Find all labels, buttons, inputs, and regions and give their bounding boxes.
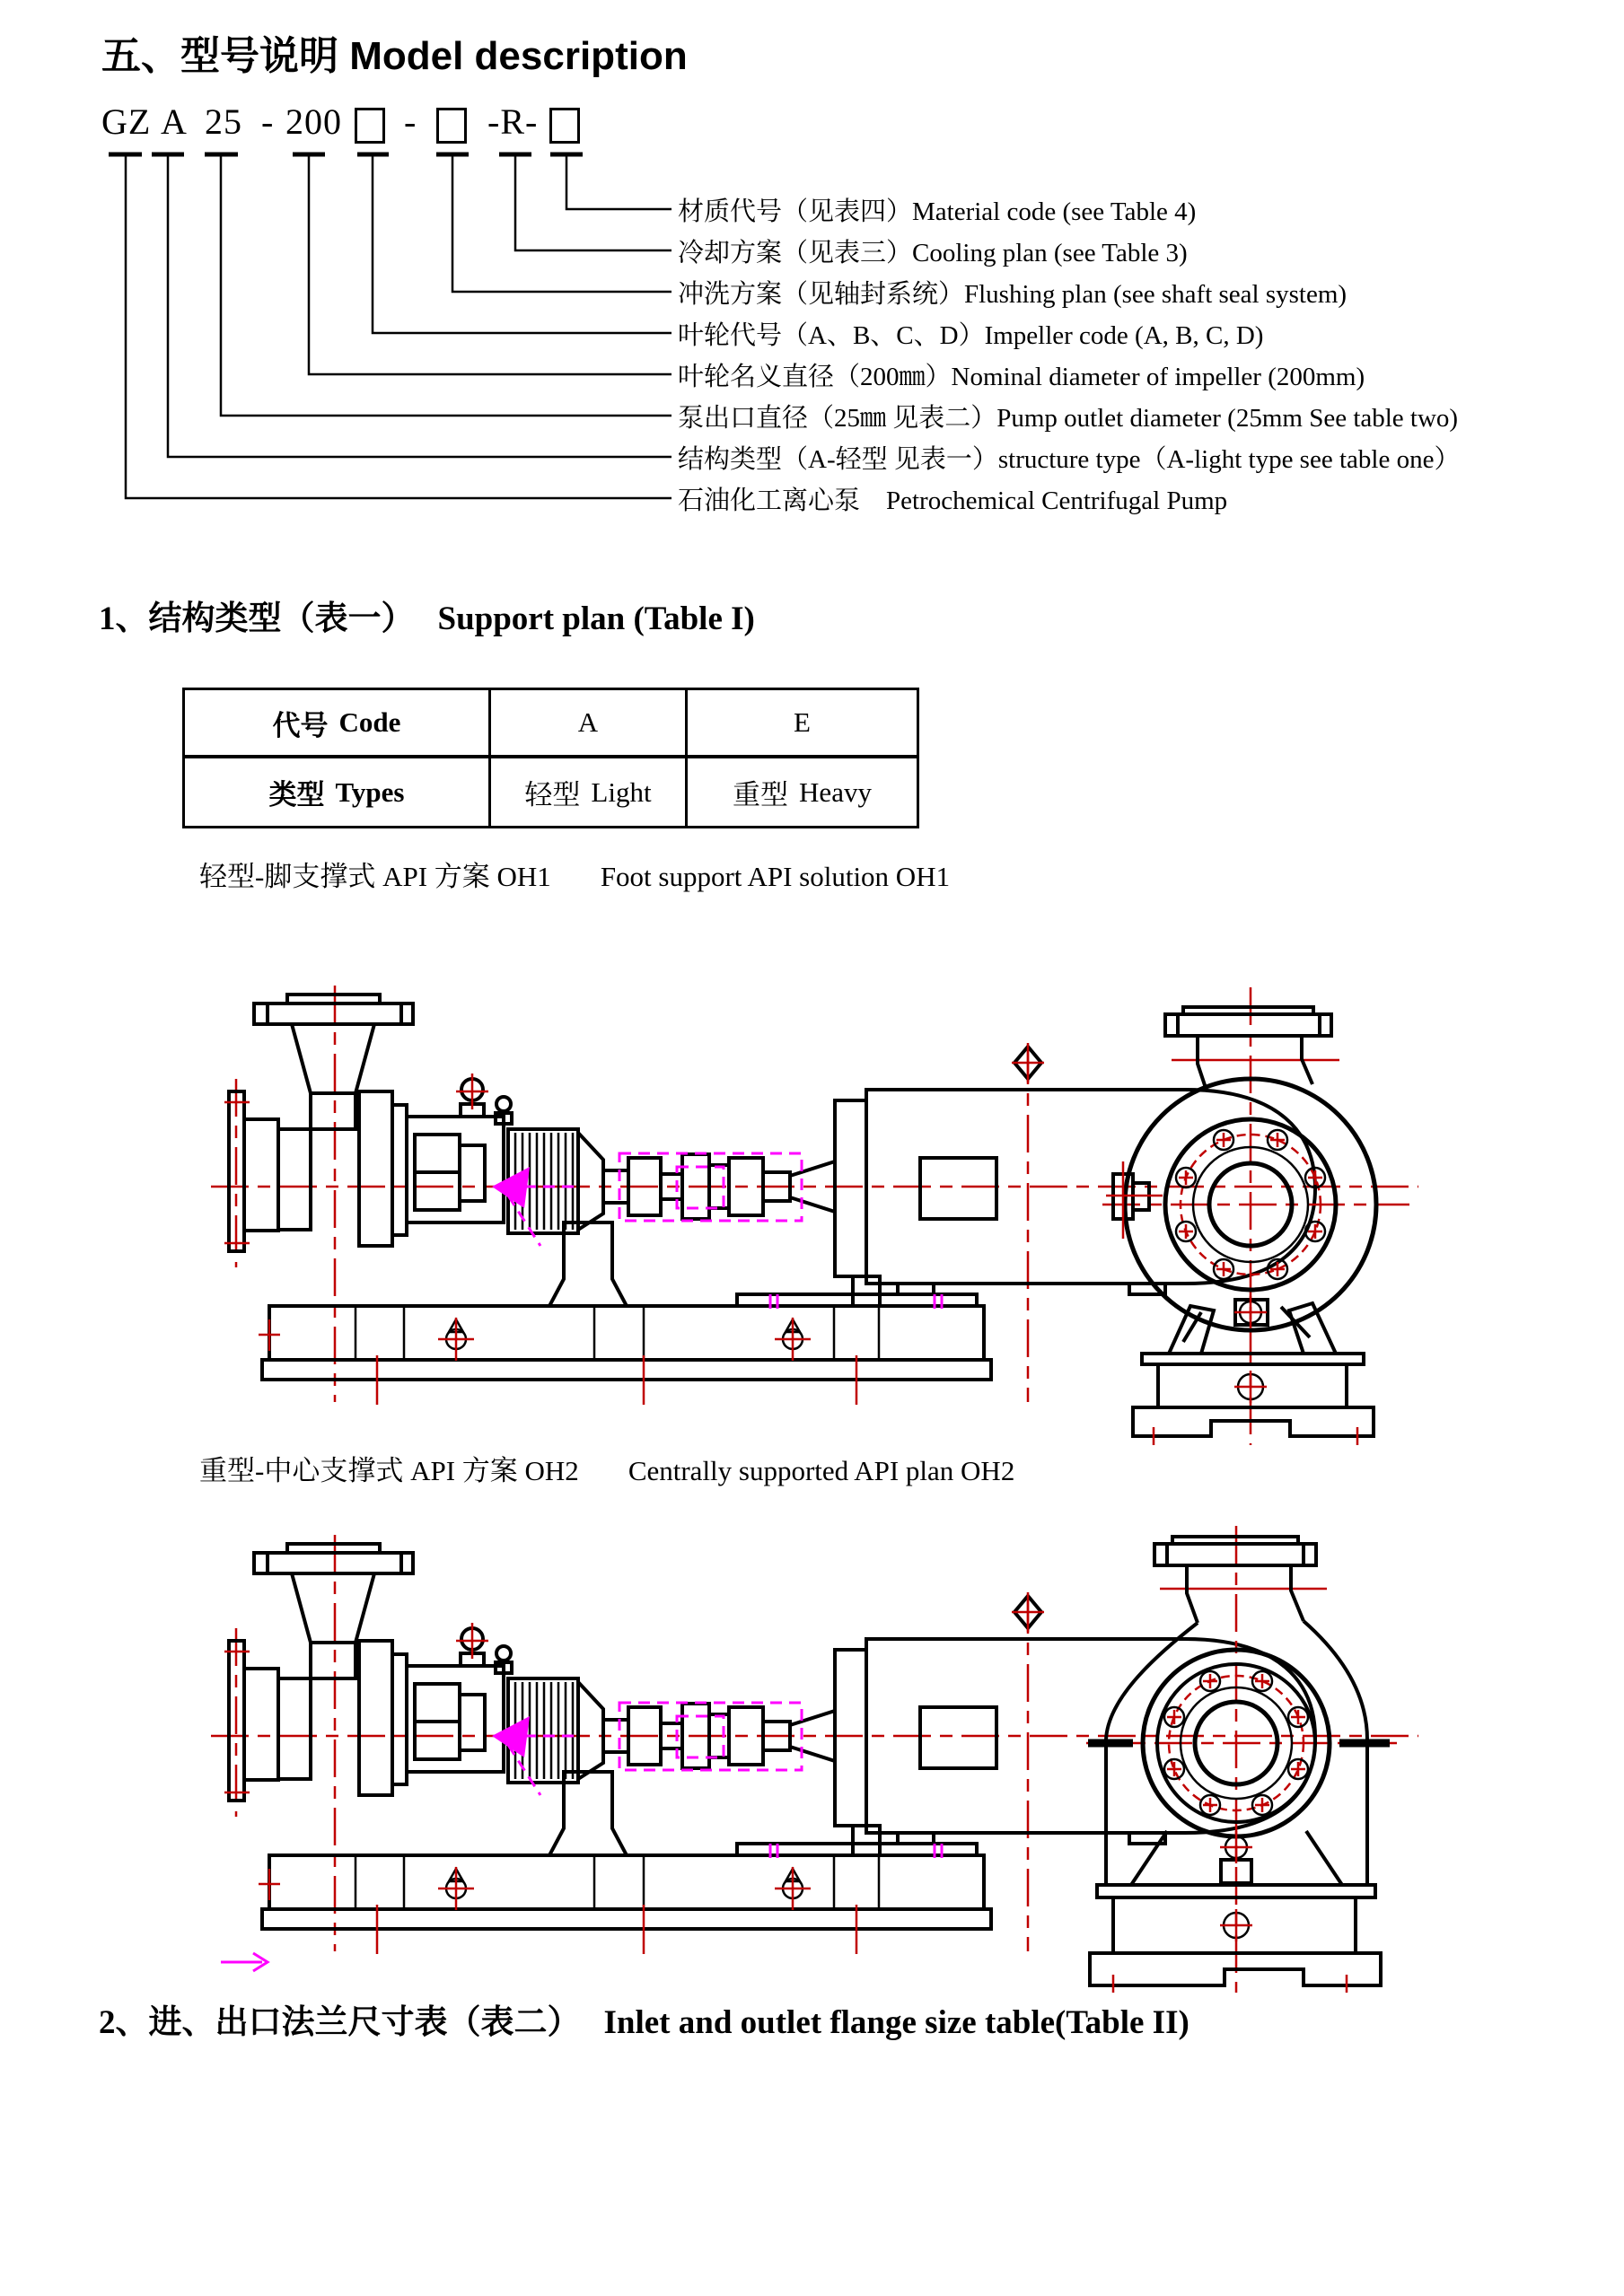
support-plan-table	[182, 688, 919, 828]
oh1-front-view	[1102, 987, 1409, 1445]
section2-title-en: Inlet and outlet flange size table(Table II)	[603, 2004, 1189, 2041]
red-markers	[224, 1043, 1044, 1405]
oh1-caption-en: Foot support API solution OH1	[600, 861, 951, 892]
code-support: A	[161, 101, 188, 142]
section2-heading	[99, 1994, 1189, 2043]
code-impeller: 200	[285, 101, 342, 142]
oh1-caption-zh: 轻型-脚支撑式 API 方案 OH1	[199, 861, 551, 892]
flow-arrow	[221, 1953, 268, 1971]
table-cell-code-a: A	[488, 690, 685, 755]
section2-title-zh: 进、出口法兰尺寸表（表二）	[148, 2003, 581, 2040]
code-label-flushing: 冲洗方案（见轴封系统）Flushing plan (see shaft seal system)	[678, 280, 1347, 309]
page-title: 五、型号说明 Model description	[101, 34, 688, 78]
code-ring: -R-	[487, 101, 539, 142]
code-sep1: -	[261, 101, 275, 142]
section1-title-en: Support plan (Table I)	[437, 600, 755, 637]
code-label-impeller-code: 叶轮代号（A、B、C、D）Impeller code (A, B, C, D)	[678, 321, 1264, 350]
code-leader-paths	[126, 156, 672, 498]
oh2-drawing	[0, 1508, 1624, 1993]
code-label-material: 材质代号（见表四）Material code (see Table 4)	[678, 197, 1197, 226]
oh2-caption-zh: 重型-中心支撑式 API 方案 OH2	[199, 1455, 579, 1486]
code-label-pump-name: 石油化工离心泵 Petrochemical Centrifugal Pump	[678, 486, 1228, 515]
code-label-cooling: 冷却方案（见表三）Cooling plan (see Table 3)	[678, 239, 1188, 267]
table-cell-type-heavy: 重型 Heavy	[685, 755, 917, 826]
oh2-caption	[199, 1448, 1014, 1488]
oh1-drawing	[0, 933, 1624, 1445]
section2-number: 2、	[99, 2004, 149, 2041]
section1-number: 1、	[99, 600, 149, 637]
oh1-caption	[199, 854, 950, 894]
oh2-caption-en: Centrally supported API plan OH2	[628, 1455, 1015, 1486]
oh2-front-view	[1086, 1526, 1400, 1993]
code-label-outlet-dia: 泵出口直径（25㎜ 见表二）Pump outlet diameter (25mm See table two)	[678, 404, 1459, 433]
section1-heading	[99, 591, 755, 639]
table-header-types: 类型 Types	[185, 755, 488, 826]
code-maker: GZ	[101, 101, 152, 142]
table-header-code: 代号 Code	[272, 706, 401, 741]
section1-title-zh: 结构类型（表一）	[148, 600, 415, 636]
table-cell-code-e: E	[685, 690, 917, 755]
code-outlet: 25	[205, 101, 242, 142]
code-label-structure-type: 结构类型（A-轻型 见表一）structure type（A-light type see table one）	[678, 445, 1461, 474]
code-sep2: -	[404, 101, 417, 142]
code-label-impeller-dia: 叶轮名义直径（200㎜）Nominal diameter of impeller (200mm)	[678, 363, 1365, 391]
code-leader-lines	[0, 0, 1624, 628]
pump-side-view	[211, 986, 1418, 1405]
table-cell-type-light: 轻型 Light	[488, 755, 685, 826]
